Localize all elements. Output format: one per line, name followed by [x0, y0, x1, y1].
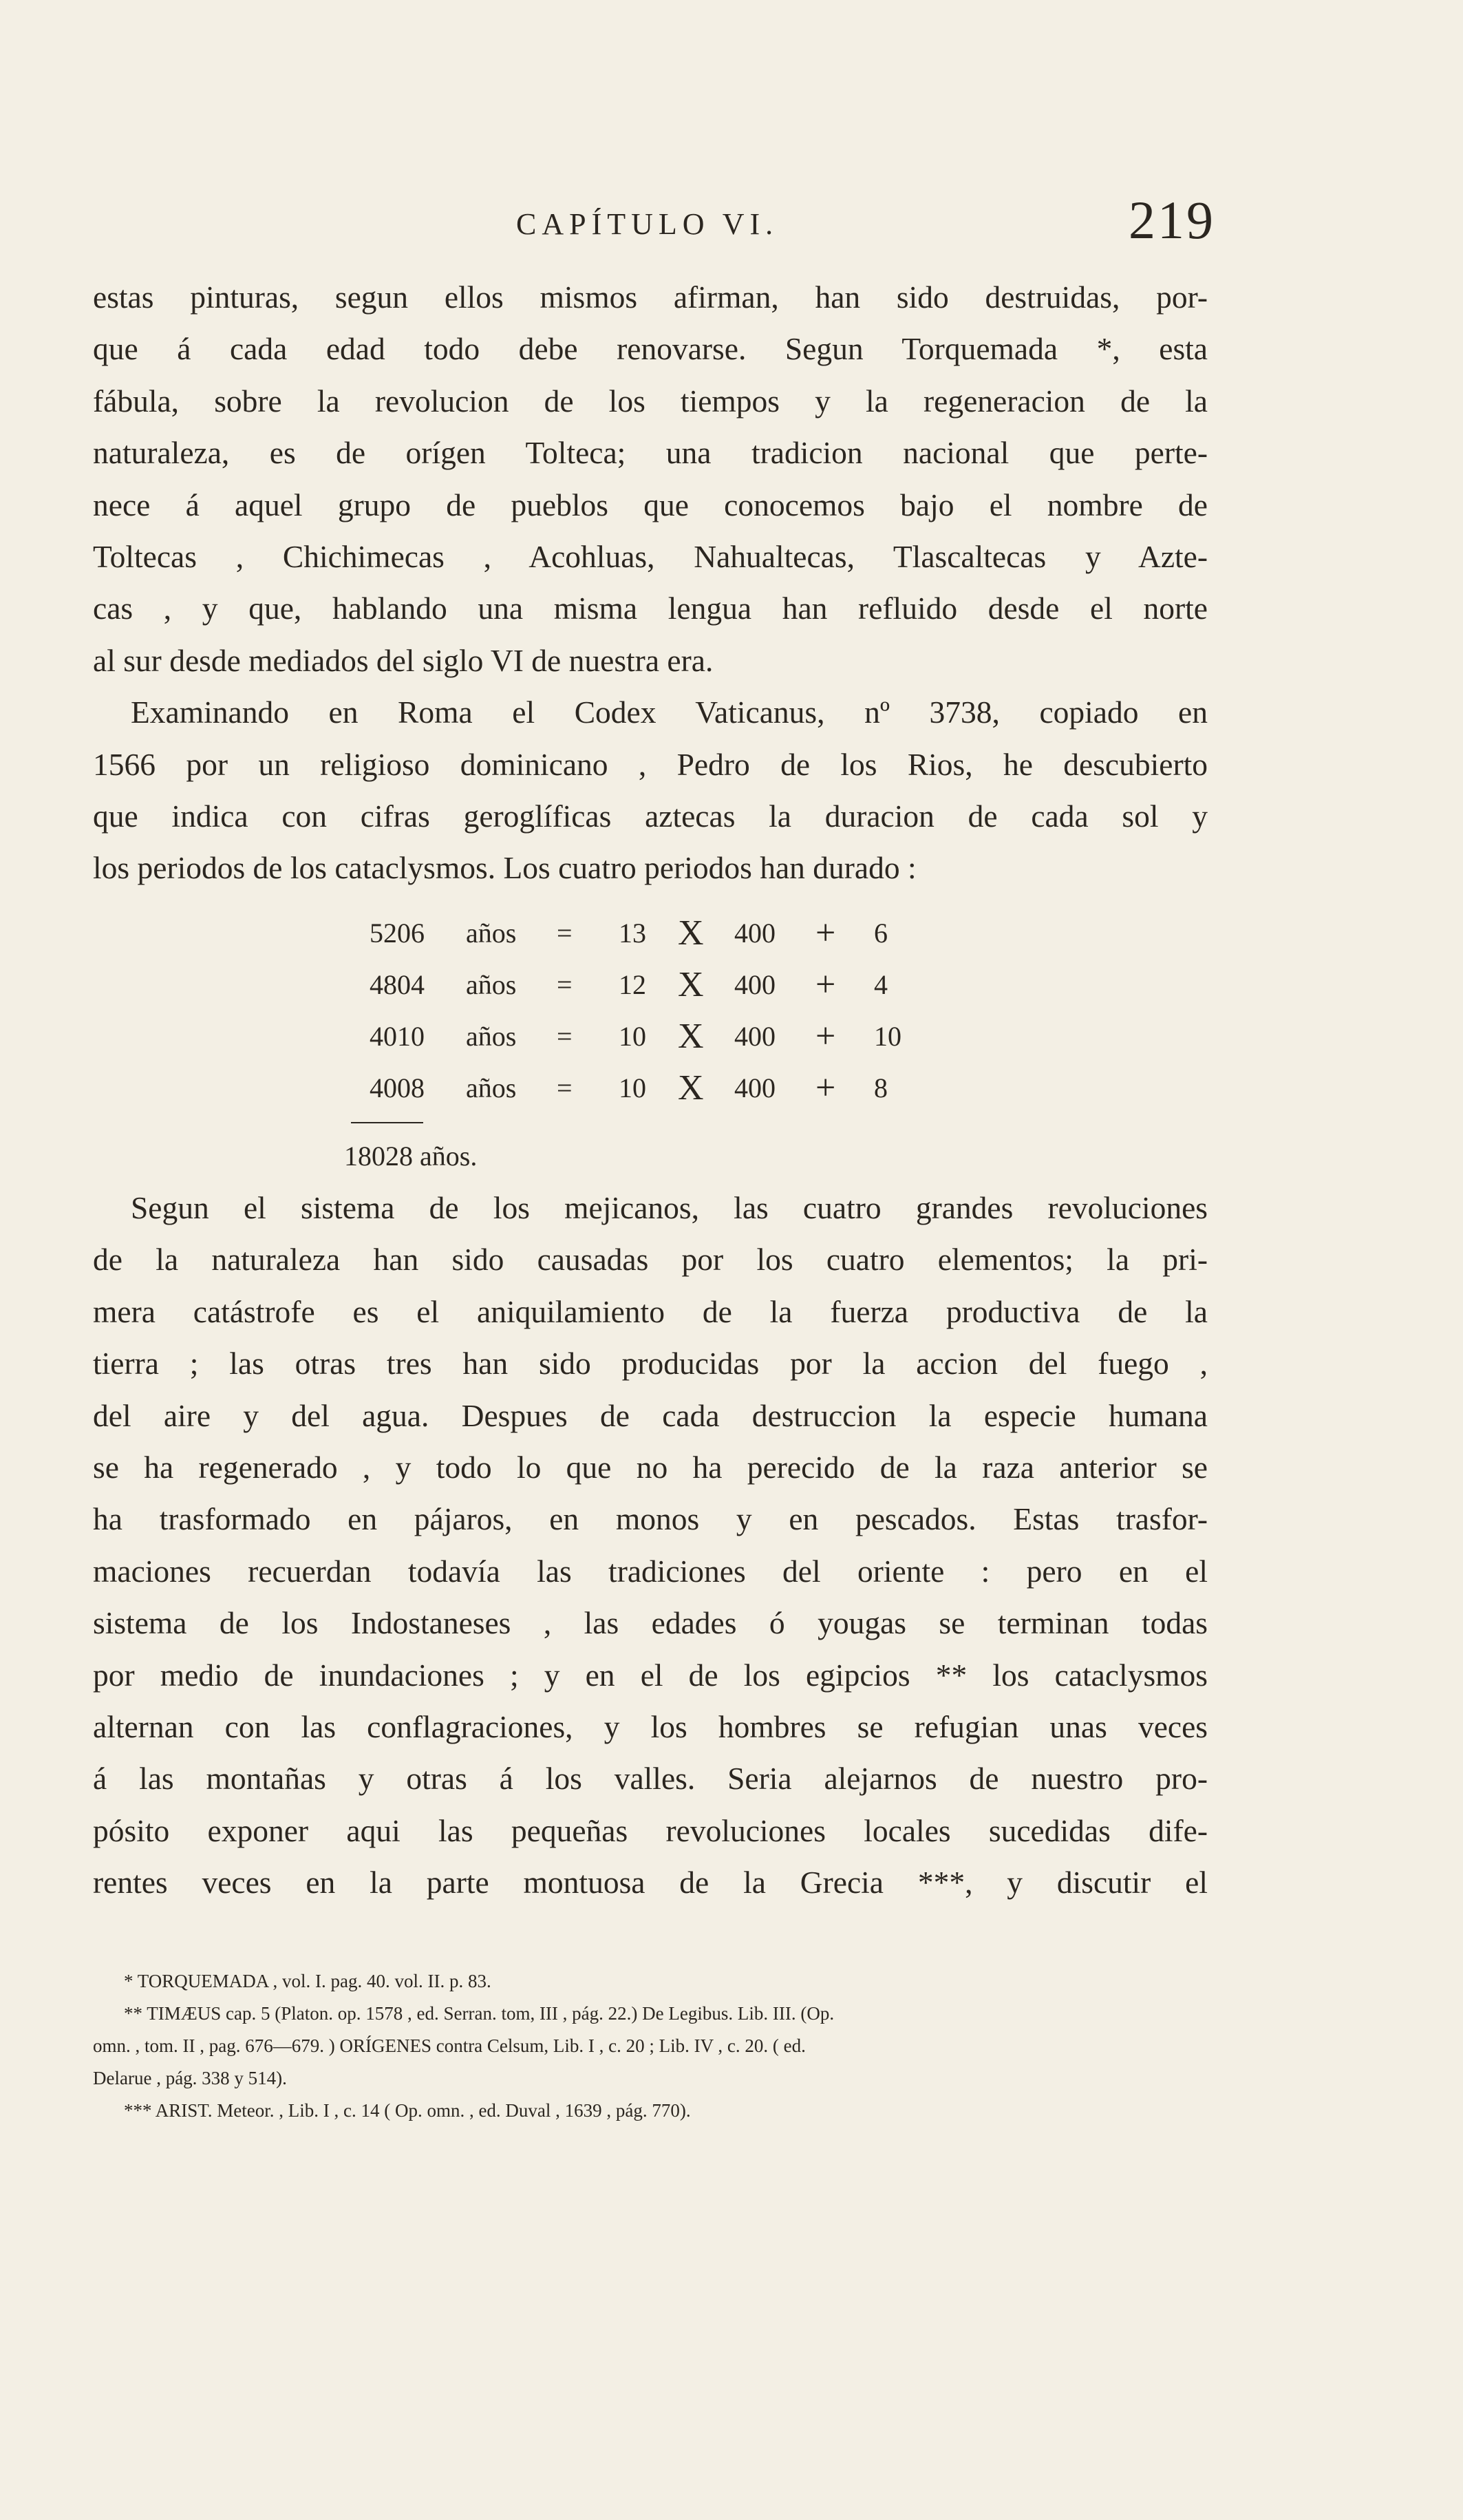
remainder: 4 — [874, 969, 888, 1000]
text-line: ha trasformado en pájaros, en monos y en pescados. Estas trasfor- — [93, 1501, 1208, 1537]
footnote: ** TIMÆUS cap. 5 (Platon. op. 1578 , ed. Serran. tom, III , pág. 22.) De Legibus. Lib. III. (Op. — [124, 2003, 835, 2024]
unit-label: años — [466, 918, 517, 949]
times-sign: X — [678, 965, 704, 1004]
text-line: alternan con las conflagraciones, y los hombres se refugian unas veces — [93, 1709, 1208, 1745]
base-value: 400 — [734, 1072, 776, 1103]
text-line: Examinando en Roma el Codex Vaticanus, nº 3738, copiado en — [131, 695, 1208, 730]
paragraph-2 — [93, 1182, 1208, 1909]
text-line: tierra ; las otras tres han sido producidas por la accion del fuego , — [93, 1346, 1208, 1381]
plus-sign: + — [815, 913, 836, 953]
text-line: de la naturaleza han sido causadas por los cuatro elementos; la pri- — [93, 1242, 1208, 1278]
sum-rule — [351, 1122, 423, 1123]
text-line: 1566 por un religioso dominicano , Pedro de los Rios, he descubierto — [93, 746, 1208, 782]
times-sign: X — [678, 1068, 704, 1108]
footnote-continuation: omn. , tom. II , pag. 676—679. ) ORÍGENES contra Celsum, Lib. I , c. 20 ; Lib. IV , c. 20. ( ed. — [93, 2035, 806, 2056]
plus-sign: + — [815, 1068, 836, 1108]
multiplier: 10 — [619, 1072, 646, 1103]
base-value: 400 — [734, 969, 776, 1000]
text-line: estas pinturas, segun ellos mismos afirman, han sido destruidas, por- — [93, 279, 1208, 315]
years-value: 4804 — [370, 969, 425, 1000]
text-line: pósito exponer aqui las pequeñas revoluciones locales sucedidas dife- — [93, 1812, 1208, 1848]
years-value: 5206 — [370, 918, 425, 949]
base-value: 400 — [734, 1021, 776, 1052]
plus-sign: + — [815, 1017, 836, 1056]
text-line: maciones recuerdan todavía las tradiciones del oriente : pero en el — [93, 1553, 1208, 1589]
text-line: nece á aquel grupo de pueblos que conocemos bajo el nombre de — [93, 487, 1208, 522]
text-line: á las montañas y otras á los valles. Seria alejarnos de nuestro pro- — [93, 1761, 1208, 1797]
equals-sign: = — [557, 918, 573, 949]
remainder: 10 — [874, 1021, 901, 1052]
paragraph-1 — [93, 271, 1208, 894]
remainder: 8 — [874, 1072, 888, 1103]
text-line: que á cada edad todo debe renovarse. Segun Torquemada *, esta — [93, 331, 1208, 367]
equals-sign: = — [557, 969, 573, 1000]
multiplier: 13 — [619, 918, 646, 949]
remainder: 6 — [874, 918, 888, 949]
page-number: 219 — [1129, 190, 1215, 250]
running-header — [0, 186, 1463, 248]
text-line: se ha regenerado , y todo lo que no ha perecido de la raza anterior se — [93, 1450, 1208, 1485]
text-line: al sur desde mediados del siglo VI de nuestra era. — [93, 642, 714, 678]
multiplier: 12 — [619, 969, 646, 1000]
total-years: 18028 años. — [344, 1141, 478, 1172]
text-line: cas , y que, hablando una misma lengua han refluido desde el norte — [93, 591, 1208, 626]
text-line: por medio de inundaciones ; y en el de los egipcios ** los cataclysmos — [93, 1657, 1208, 1693]
base-value: 400 — [734, 918, 776, 949]
text-line: rentes veces en la parte montuosa de la Grecia ***, y discutir el — [93, 1865, 1208, 1900]
plus-sign: + — [815, 965, 836, 1004]
text-line: Toltecas , Chichimecas , Acohluas, Nahualtecas, Tlascaltecas y Azte- — [93, 539, 1208, 575]
text-line: del aire y del agua. Despues de cada destruccion la especie humana — [93, 1397, 1208, 1433]
unit-label: años — [466, 1021, 517, 1052]
times-sign: X — [678, 913, 704, 953]
footnote: *** ARIST. Meteor. , Lib. I , c. 14 ( Op. omn. , ed. Duval , 1639 , pág. 770). — [124, 2100, 691, 2121]
footnote: * TORQUEMADA , vol. I. pag. 40. vol. II. p. 83. — [124, 1971, 491, 1991]
text-line: Segun el sistema de los mejicanos, las cuatro grandes revoluciones — [131, 1190, 1208, 1225]
times-sign: X — [678, 1017, 704, 1056]
text-line: naturaleza, es de orígen Tolteca; una tradicion nacional que perte- — [93, 435, 1208, 471]
text-line: que indica con cifras geroglíficas aztecas la duracion de cada sol y — [93, 798, 1208, 834]
footnotes — [93, 1965, 1208, 2127]
footnote-continuation: Delarue , pág. 338 y 514). — [93, 2068, 287, 2088]
text-line: los periodos de los cataclysmos. Los cuatro periodos han durado : — [93, 850, 917, 886]
text-line: sistema de los Indostaneses , las edades ó yougas se terminan todas — [93, 1605, 1208, 1641]
unit-label: años — [466, 1072, 517, 1103]
text-line: fábula, sobre la revolucion de los tiempos y la regeneracion de la — [93, 383, 1208, 419]
unit-label: años — [466, 969, 517, 1000]
years-value: 4008 — [370, 1072, 425, 1103]
multiplier: 10 — [619, 1021, 646, 1052]
equals-sign: = — [557, 1072, 573, 1103]
equals-sign: = — [557, 1021, 573, 1052]
years-value: 4010 — [370, 1021, 425, 1052]
text-line: mera catástrofe es el aniquilamiento de la fuerza productiva de la — [93, 1293, 1208, 1329]
chapter-title: CAPÍTULO VI. — [516, 207, 779, 241]
